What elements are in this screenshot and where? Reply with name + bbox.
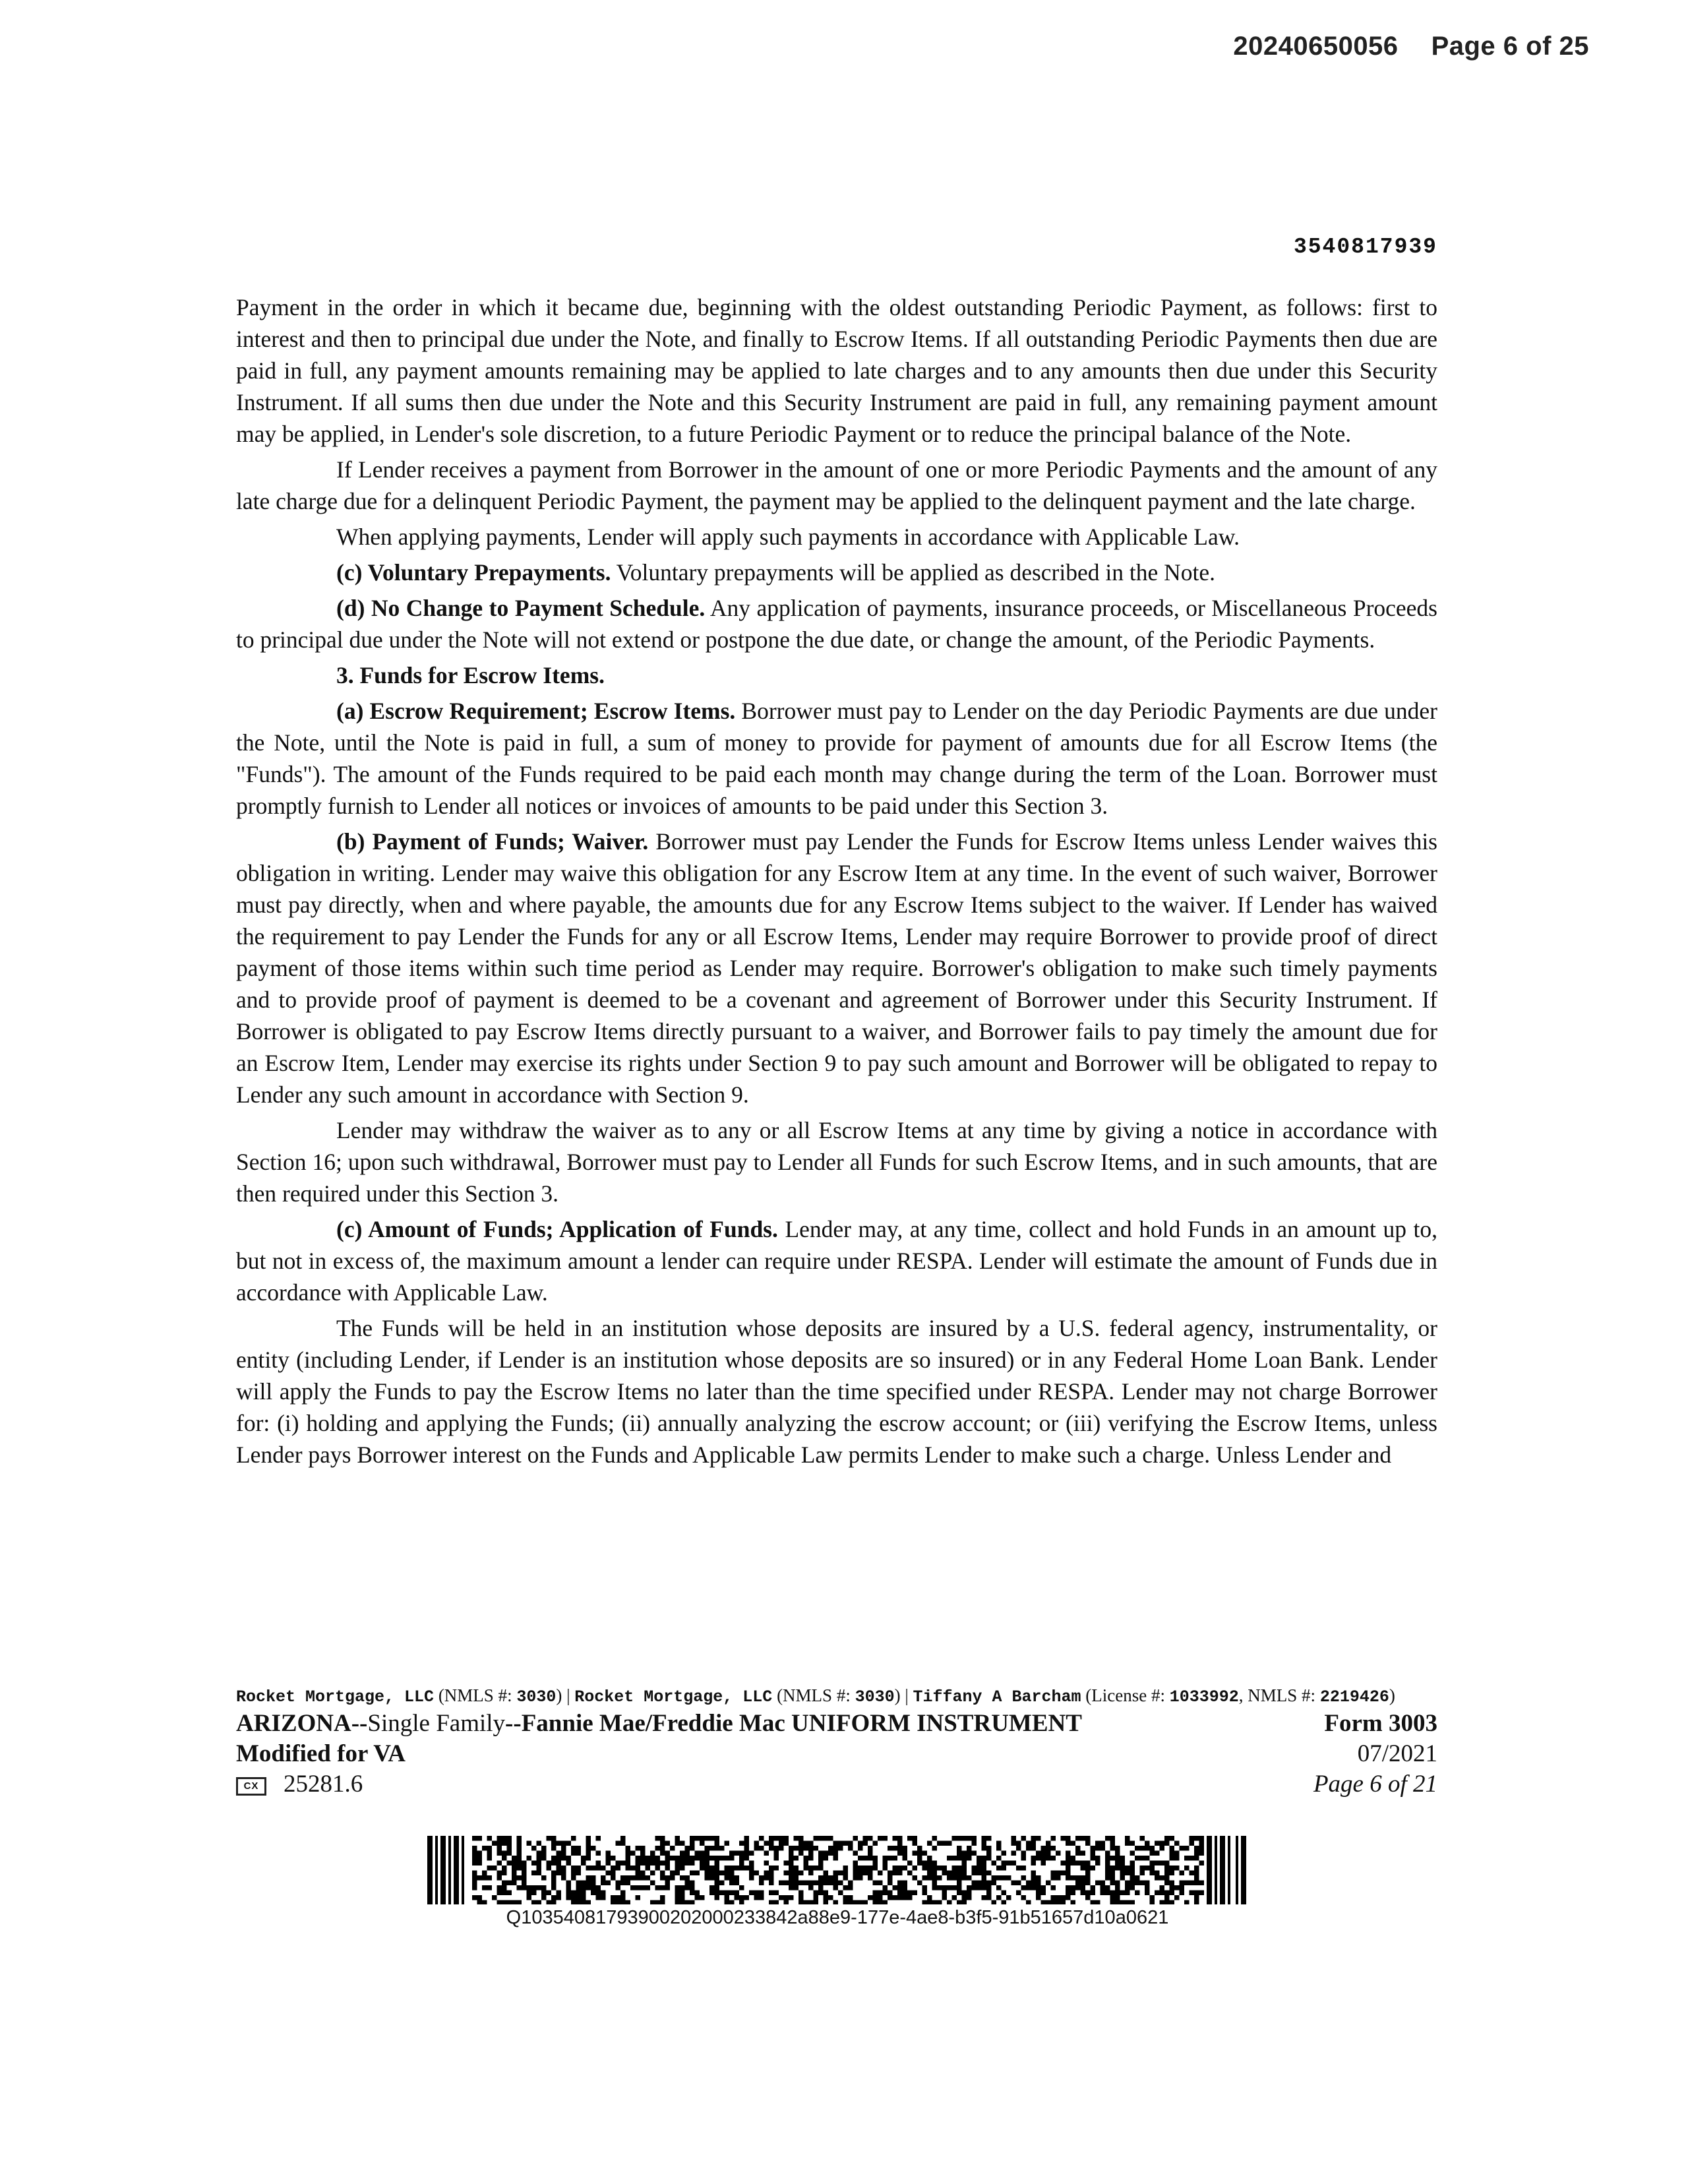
- form-page-number: Page 6 of 21: [1313, 1771, 1437, 1798]
- paragraph: When applying payments, Lender will apply such payments in accordance with Applicable Law.: [336, 524, 1240, 550]
- form-date: 07/2021: [1357, 1740, 1437, 1767]
- paragraph: (d) No Change to Payment Schedule. Any application of payments, insurance proceeds, or Miscellaneous Proceeds to principal due under the Note will not extend or postpone the due date, or change the amount, of the Periodic Payments.: [236, 595, 1437, 653]
- record-number: 20240650056: [1233, 32, 1399, 61]
- subsection-heading: (c) Voluntary Prepayments.: [336, 559, 611, 586]
- subsection-heading: (a) Escrow Requirement; Escrow Items.: [336, 698, 736, 724]
- document-barcode: [422, 1836, 1253, 1929]
- form-modified-row: [236, 1739, 1437, 1769]
- form-footer: [236, 1684, 1437, 1800]
- barcode-text: Q10354081793900202000233842a88e9-177e-4ae8-b3f5-91b51657d10a0621: [506, 1907, 1169, 1928]
- subsection-heading: (c) Amount of Funds; Application of Funds.: [336, 1216, 778, 1242]
- recorder-page-label: Page 6 of 25: [1431, 32, 1589, 61]
- paragraph: (b) Payment of Funds; Waiver. Borrower must pay Lender the Funds for Escrow Items unless Lender waives this obligation in writing. Lender may waive this obligation for any Escrow Item at any time. In the event of such waiver, Borrower must pay directly, when and where payable, the amounts due for any Escrow Items subject to the waiver. If Lender has waived the requirement to pay Lender the Funds for any or all Escrow Items, Lender may require Borrower to provide proof of direct payment of those items within such time period as Lender may require. Borrower's obligation to make such timely payments and to provide proof of payment is deemed to be a covenant and agreement of Borrower under this Security Instrument. If Borrower is obligated to pay Escrow Items directly pursuant to a waiver, and Borrower fails to pay timely the amount due for an Escrow Item, Lender may exercise its rights under Section 9 to pay such amount and Borrower will be obligated to repay to Lender any such amount in accordance with Section 9.: [236, 828, 1437, 1108]
- paragraph: (c) Amount of Funds; Application of Funds. Lender may, at any time, collect and hold Funds in an amount up to, but not in excess of, the maximum amount a lender can require under RESPA. Lender will estimate the amount of Funds due in accordance with Applicable Law.: [236, 1216, 1438, 1306]
- form-number: Form 3003: [1324, 1710, 1437, 1737]
- paragraph: Lender may withdraw the waiver as to any or all Escrow Items at any time by giving a notice in accordance with Section 16; upon such withdrawal, Borrower must pay to Lender all Funds for such Escrow Items, and in such amounts, that are then required under this Section 3.: [236, 1117, 1437, 1207]
- form-code-row: [236, 1769, 1437, 1800]
- subsection-heading: (b) Payment of Funds; Waiver.: [336, 828, 649, 855]
- paragraph: (c) Voluntary Prepayments. Voluntary prepayments will be applied as described in the Note.: [336, 559, 1215, 586]
- paragraph: The Funds will be held in an institution whose deposits are insured by a U.S. federal agency, instrumentality, or entity (including Lender, if Lender is an institution whose deposits are so insured) or in any Federal Home Loan Bank. Lender will apply the Funds to pay the Escrow Items no later than the time specified under RESPA. Lender may not charge Borrower for: (i) holding and applying the Funds; (ii) annually analyzing the escrow account; or (iii) verifying the Escrow Items, unless Lender pays Borrower interest on the Funds and Applicable Law permits Lender to make such a charge. Unless Lender and: [236, 1315, 1437, 1468]
- cx-logo-icon: CX: [236, 1777, 266, 1796]
- document-body: [236, 291, 1437, 1474]
- paragraph: (a) Escrow Requirement; Escrow Items. Borrower must pay to Lender on the day Periodic Payments are due under the Note, until the Note is paid in full, a sum of money to provide for payment of amounts due for all Escrow Items (the "Funds"). The amount of the Funds required to be paid each month may change during the term of the Loan. Borrower must promptly furnish to Lender all notices or invoices of amounts to be paid under this Section 3.: [236, 698, 1437, 819]
- paragraph: Payment in the order in which it became due, beginning with the oldest outstanding Periodic Payment, as follows: first to interest and then to principal due under the Note, and finally to Escrow Items. If all outstanding Periodic Payments then due are paid in full, any payment amounts remaining may be applied to late charges and to any amounts then due under this Security Instrument. If all sums then due under the Note and this Security Instrument are paid in full, any remaining payment amount may be applied, in Lender's sole discretion, to a future Periodic Payment or to reduce the principal balance of the Note.: [236, 294, 1437, 447]
- form-modified-label: Modified for VA: [236, 1740, 406, 1767]
- barcode-icon: [422, 1836, 1253, 1904]
- doc-code: 25281.6: [284, 1771, 363, 1798]
- section-heading: 3. Funds for Escrow Items.: [336, 662, 605, 688]
- recording-stamp: [1233, 32, 1589, 61]
- subsection-heading: (d) No Change to Payment Schedule.: [336, 595, 706, 621]
- paragraph: If Lender receives a payment from Borrower in the amount of one or more Periodic Payments and the amount of any late charge due for a delinquent Periodic Payment, the payment may be applied to the delinquent payment and the late charge.: [236, 456, 1437, 514]
- loan-number: 3540817939: [1293, 235, 1437, 259]
- lender-attribution: Rocket Mortgage, LLC (NMLS #: 3030) | Rocket Mortgage, LLC (NMLS #: 3030) | Tiffany A Barcham (License #: 1033992, NMLS #: 2219426): [236, 1685, 1395, 1707]
- form-title-row: ARIZONA--Single Family--Fannie Mae/Freddie Mac UNIFORM INSTRUMENT Form 3003: [236, 1709, 1437, 1739]
